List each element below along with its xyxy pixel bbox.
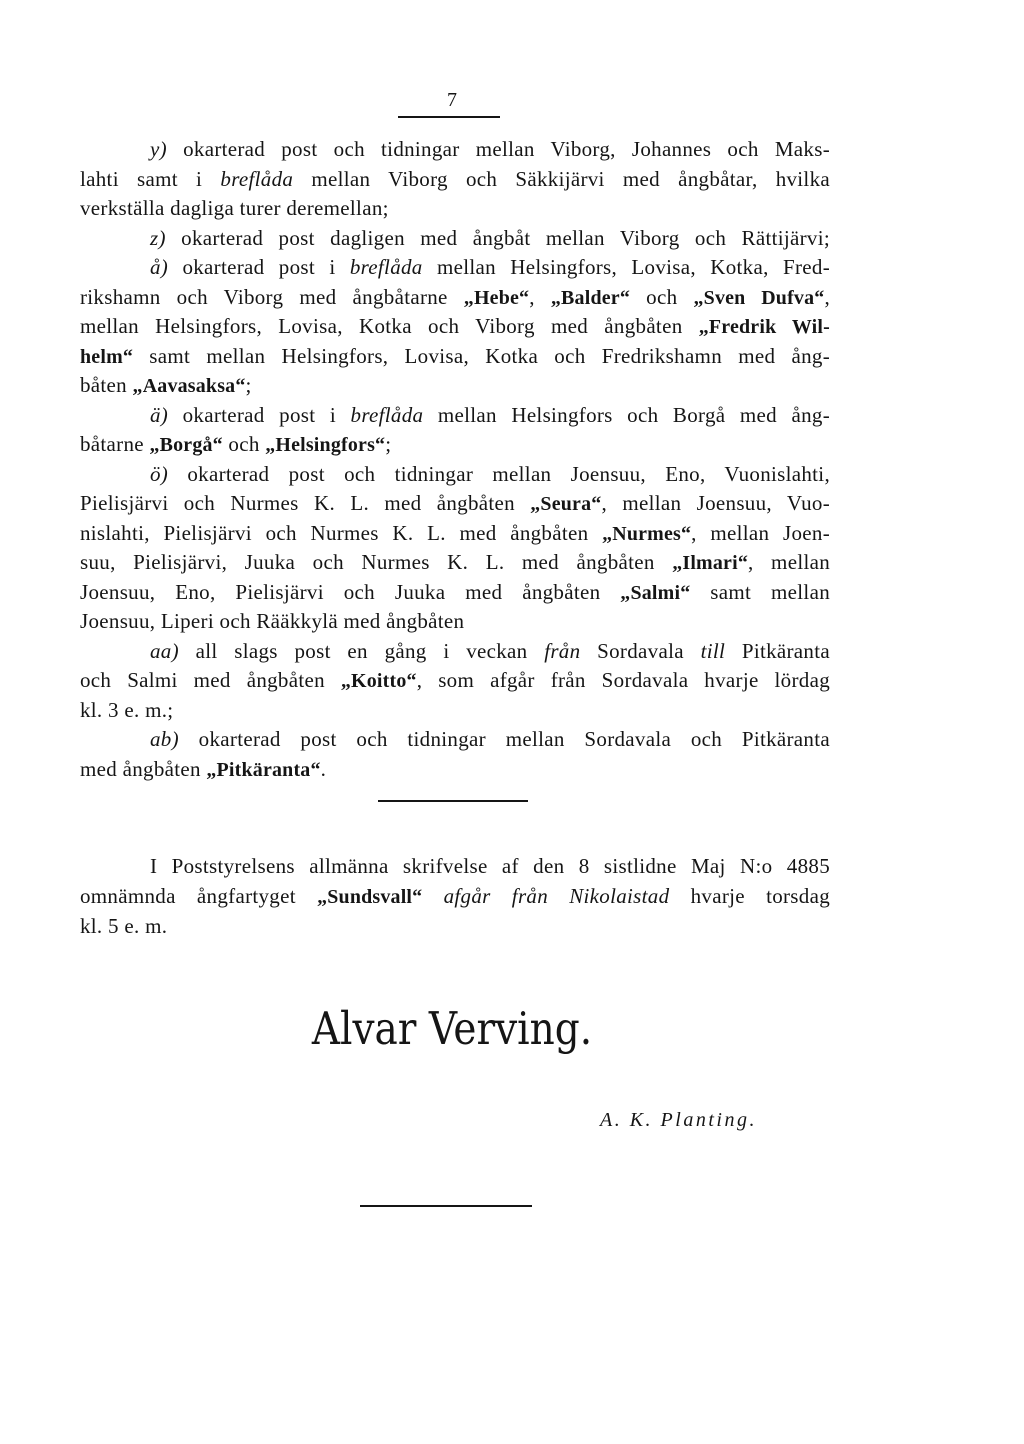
text-line	[80, 696, 830, 726]
text-line	[80, 224, 830, 254]
text-segment: , mellan Joen-	[691, 520, 830, 545]
text-segment: all slags post en gång i veckan	[178, 638, 545, 663]
ship-name: „Aavasaksa“	[132, 375, 246, 397]
text-segment: I Poststyrelsens allmänna skrifvelse af den 8 sistlidne Maj N:o 4885	[150, 854, 830, 878]
text-segment: verkställa dagliga turer deremellan;	[80, 196, 389, 220]
text-line	[80, 851, 830, 881]
text-segment: mellan Helsingfors, Lovisa, Kotka, Fred-	[422, 255, 830, 279]
text-segment: Joensuu, Eno, Pielisjärvi och Juuka med ångbåten	[80, 579, 621, 604]
section-divider-rule	[378, 800, 528, 802]
text-segment: med ångbåten	[80, 756, 207, 781]
emphasis-text: aa)	[150, 638, 179, 663]
text-segment: okarterad post och tidningar mellan Sordavala och Pitkäranta	[178, 727, 830, 751]
text-line	[80, 489, 830, 519]
text-line	[80, 253, 830, 283]
text-segment: Joensuu, Liperi och Rääkkylä med ångbåten	[80, 609, 465, 633]
text-segment: hvarje torsdag	[669, 884, 830, 908]
page-number-rule	[398, 116, 500, 118]
cosignatory: A. K. Planting.	[600, 1109, 757, 1131]
text-segment: och	[222, 432, 266, 456]
text-segment: och Salmi med ångbåten	[80, 668, 341, 692]
text-segment: Sordavala	[580, 638, 701, 663]
text-segment: mellan Helsingfors och Borgå med ång-	[423, 402, 830, 427]
text-segment: och	[630, 284, 694, 309]
text-segment: okarterad post dagligen med ångbåt mellan Viborg och Rättijärvi;	[165, 225, 830, 250]
emphasis-text: å)	[150, 255, 169, 279]
text-segment: lahti samt i	[80, 166, 221, 191]
text-line	[80, 578, 830, 608]
text-line	[80, 401, 830, 431]
text-segment: omnämnda ångfartyget	[80, 884, 318, 908]
text-segment: , mellan	[748, 550, 830, 574]
text-segment: ;	[385, 432, 392, 456]
text-segment: samt mellan	[690, 579, 830, 604]
ship-name: „Helsingfors“	[265, 434, 386, 456]
text-segment: ,	[824, 284, 830, 309]
text-segment: .	[320, 756, 327, 781]
text-segment: mellan Viborg och Säkkijärvi med ångbåtar, hvilka	[293, 166, 830, 191]
paragraph	[80, 401, 830, 460]
ship-name: „Hebe“	[463, 286, 530, 309]
text-line	[80, 371, 830, 401]
ship-name: „Fredrik Wil-	[698, 316, 830, 338]
text-line	[80, 519, 830, 549]
text-segment: kl. 5 e. m.	[80, 914, 168, 938]
emphasis-text: breflåda	[220, 166, 294, 191]
text-segment: okarterad post och tidningar mellan Viborg, Johannes och Maks-	[166, 137, 830, 161]
emphasis-text: ö)	[150, 461, 169, 486]
emphasis-text: från	[544, 638, 581, 663]
paragraph	[80, 460, 830, 637]
main-text-block	[80, 135, 830, 784]
text-line	[80, 548, 830, 578]
ship-name: „Sundsvall“	[317, 886, 423, 908]
text-line	[80, 194, 830, 224]
paragraph	[80, 224, 830, 254]
text-segment: Pitkäranta	[725, 638, 830, 663]
text-line	[80, 607, 830, 637]
text-segment: suu, Pielisjärvi, Juuka och Nurmes K. L. med ångbåten	[80, 550, 673, 574]
ship-name: „Nurmes“	[602, 522, 692, 545]
ship-name: helm“	[80, 345, 134, 368]
text-line	[80, 342, 830, 372]
paragraph	[80, 135, 830, 224]
text-segment: okarterad post i	[168, 402, 351, 427]
ship-name: „Sven Dufva“	[693, 286, 825, 309]
text-line	[80, 165, 830, 195]
text-segment: båten	[80, 373, 133, 397]
ship-name: „Koitto“	[340, 670, 417, 692]
text-segment: samt mellan Helsingfors, Lovisa, Kotka och Fredrikshamn med ång-	[133, 343, 830, 368]
text-line	[80, 755, 830, 785]
text-line	[80, 312, 830, 342]
ship-name: „Salmi“	[620, 581, 691, 604]
signature: Alvar Verving.	[311, 1003, 593, 1056]
text-line	[80, 637, 830, 667]
text-line	[80, 725, 830, 755]
end-rule	[360, 1205, 532, 1207]
text-segment: ;	[245, 373, 252, 397]
ship-name: „Borgå“	[149, 434, 223, 456]
ship-name: „Seura“	[530, 493, 602, 515]
emphasis-text: ab)	[150, 727, 179, 751]
emphasis-text: breflåda	[349, 255, 423, 279]
text-line	[80, 283, 830, 313]
paragraph	[80, 851, 830, 941]
text-line	[80, 881, 830, 911]
text-segment: kl. 3 e. m.;	[80, 697, 174, 722]
paragraph	[80, 725, 830, 784]
text-line	[80, 430, 830, 460]
text-line	[80, 460, 830, 490]
ship-name: „Pitkäranta“	[206, 758, 321, 781]
ship-name: „Ilmari“	[672, 552, 748, 574]
text-segment: ,	[529, 284, 551, 309]
text-line	[80, 135, 830, 165]
emphasis-text: y)	[150, 137, 167, 161]
paragraph	[80, 637, 830, 726]
page-number: 7	[447, 89, 457, 111]
emphasis-text: till	[700, 638, 726, 663]
text-line	[80, 666, 830, 696]
notice-text-block	[80, 851, 830, 941]
emphasis-text: afgår från Nikolaistad	[443, 884, 670, 908]
text-segment: Pielisjärvi och Nurmes K. L. med ångbåten	[80, 491, 531, 515]
text-segment: okarterad post i	[168, 255, 350, 279]
text-segment: båtarne	[80, 432, 150, 456]
paragraph	[80, 253, 830, 401]
ship-name: „Balder“	[550, 286, 631, 309]
text-segment: okarterad post och tidningar mellan Joensuu, Eno, Vuonislahti,	[168, 461, 830, 486]
text-segment: rikshamn och Viborg med ångbåtarne	[80, 284, 464, 309]
text-line	[80, 911, 830, 941]
text-segment: nislahti, Pielisjärvi och Nurmes K. L. med ångbåten	[80, 520, 603, 545]
emphasis-text: z)	[150, 225, 166, 250]
text-segment	[422, 884, 443, 908]
emphasis-text: breflåda	[350, 402, 424, 427]
emphasis-text: ä)	[150, 402, 169, 427]
text-segment: mellan Helsingfors, Lovisa, Kotka och Viborg med ångbåten	[80, 314, 699, 338]
text-segment: , mellan Joensuu, Vuo-	[601, 491, 830, 515]
text-segment: , som afgår från Sordavala hvarje lördag	[416, 668, 830, 692]
